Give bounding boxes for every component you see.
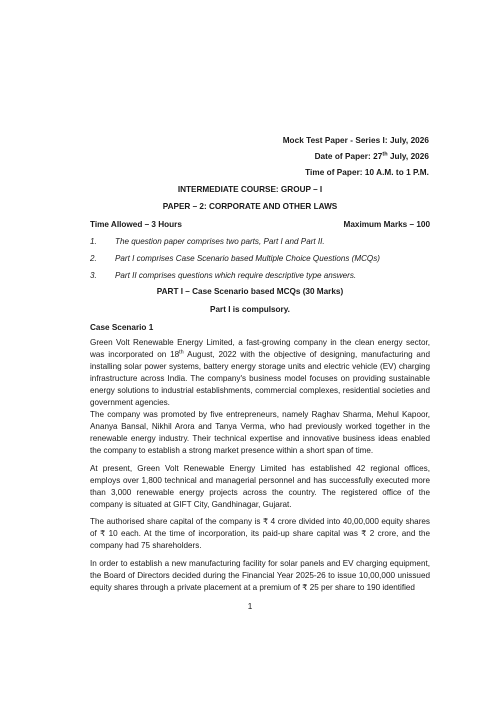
case-scenario-title: Case Scenario 1 [90, 323, 154, 332]
paper-time: Time of Paper: 10 A.M. to 1 P.M. [305, 168, 429, 177]
case-paragraph: In order to establish a new manufacturing facility for solar panels and EV charging equipment, the Board of Directors decided during the Financial Year 2025-26 to issue 10,00,000 unissued equity shares through a private placement at a premium of ₹ 25 per share to 190 identified [90, 559, 430, 593]
time-marks-row [90, 220, 430, 229]
instruction-item: 3. Part II comprises questions which require descriptive type answers. [90, 271, 357, 280]
case-paragraph: The company was promoted by five entrepreneurs, namely Raghav Sharma, Mehul Kapoor, Ananya Bansal, Nikhil Arora and Tanya Verma, who had previously worked together in the renewable energy industry. Their technical expertise and innovative business ideas enabled the company to establish a strong market presence within a short span of time. [90, 410, 430, 456]
part-heading: PART I – Case Scenario based MCQs (30 Marks) [156, 287, 344, 296]
course-title: INTERMEDIATE COURSE: GROUP – I [177, 185, 323, 194]
part-compulsory: Part I is compulsory. [210, 305, 290, 314]
instruction-item: 1. The question paper comprises two parts, Part I and Part II. [90, 237, 325, 246]
paper-date: Date of Paper: 27th July, 2026 [314, 151, 429, 161]
paper-title: PAPER – 2: CORPORATE AND OTHER LAWS [162, 202, 338, 211]
maximum-marks: Maximum Marks – 100 [343, 220, 430, 229]
instruction-item: 2. Part I comprises Case Scenario based Multiple Choice Questions (MCQs) [90, 254, 380, 263]
mock-test-title: Mock Test Paper - Series I: July, 2026 [282, 136, 429, 145]
time-allowed: Time Allowed – 3 Hours [90, 220, 182, 229]
case-paragraph: The authorised share capital of the company is ₹ 4 crore divided into 40,00,000 equity shares of ₹ 10 each. At the time of incorporation, its paid-up share capital was ₹ 2 crore, and the company had 75 shareholders. [90, 517, 430, 551]
case-paragraph: Green Volt Renewable Energy Limited, a fast-growing company in the clean energy sector, was incorporated on 18th August, 2022 with the objective of designing, manufacturing and installing solar power systems, battery energy storage units and electric vehicle (EV) charging infrastructure across India. The company's business model focuses on providing sustainable energy solutions to industrial establishments, commercial complexes, residential societies and government agencies. [90, 338, 430, 408]
case-paragraph: At present, Green Volt Renewable Energy Limited has established 42 regional offices, employs over 1,800 technical and managerial personnel and has successfully executed more than 3,000 renewable energy projects across the country. The registered office of the company is situated at GIFT City, Gandhinagar, Gujarat. [90, 464, 430, 510]
page-number: 1 [247, 602, 253, 611]
